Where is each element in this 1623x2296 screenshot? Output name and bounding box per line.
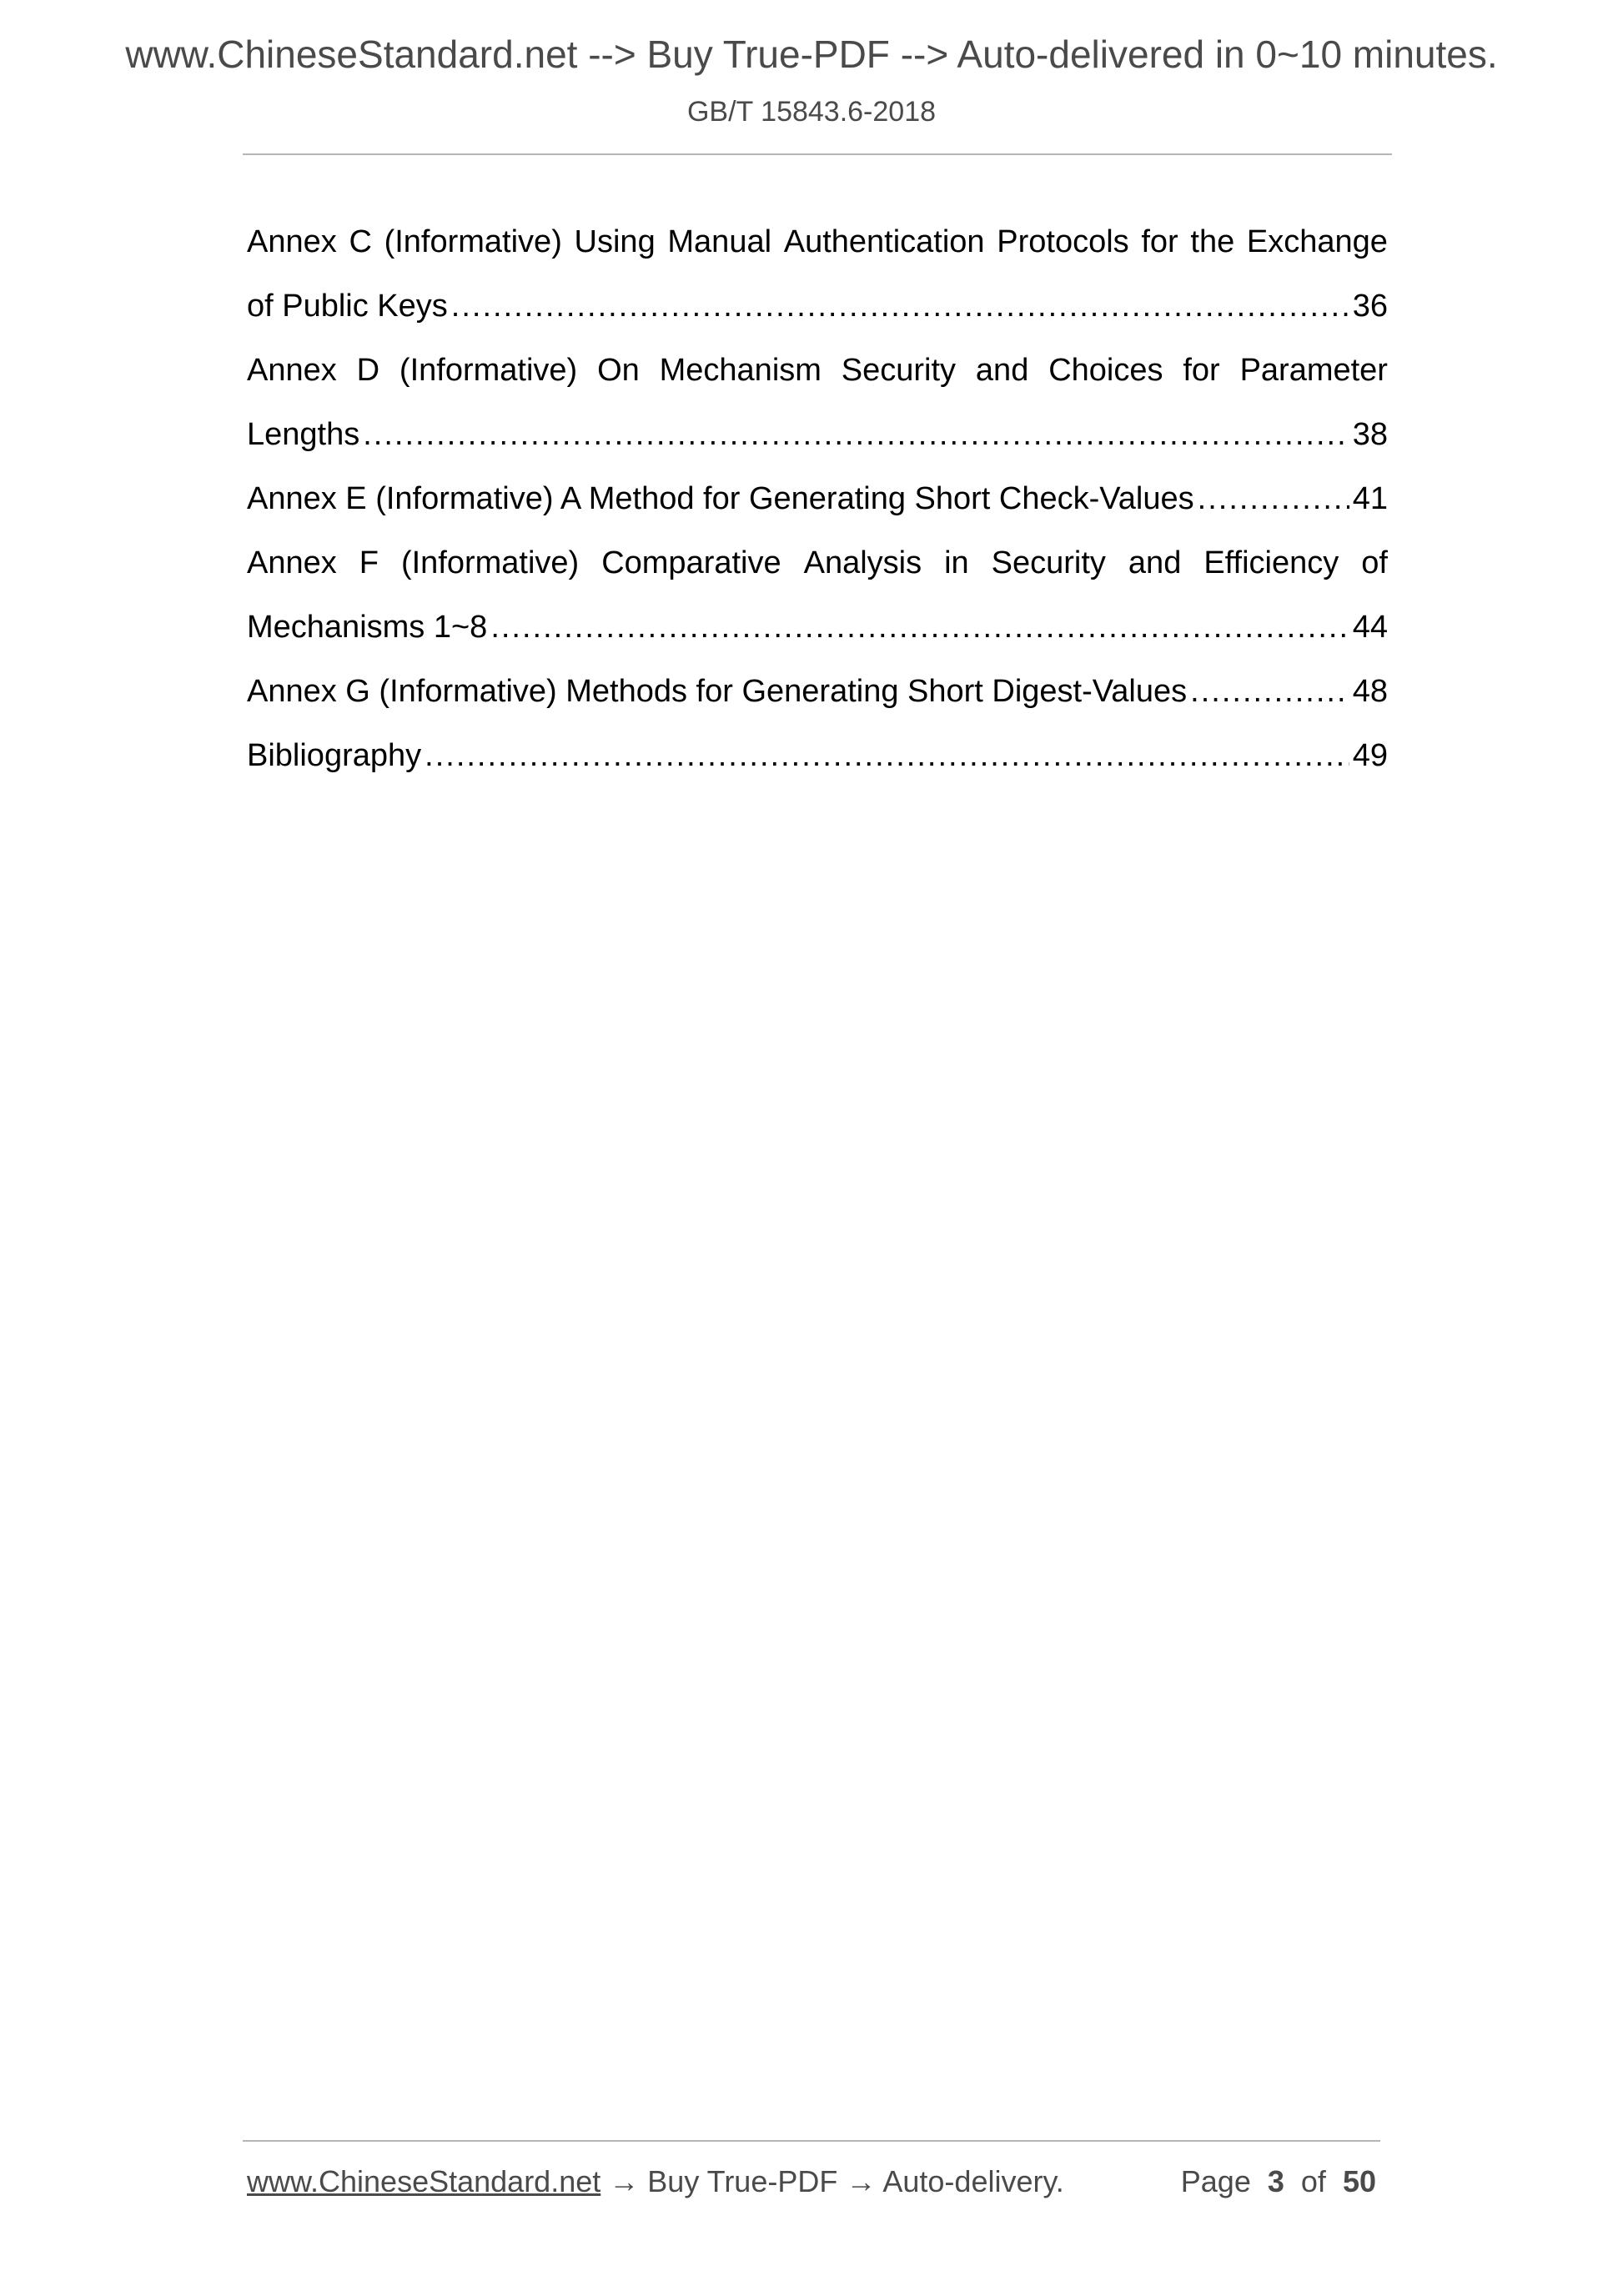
toc-entry-title-word: Comparative — [601, 545, 781, 580]
footer-promo — [247, 2157, 1064, 2207]
page-label: Page — [1180, 2164, 1251, 2198]
top-banner: www.ChineseStandard.net --> Buy True-PDF --> Auto-delivered in 0~10 minutes. — [125, 33, 1498, 76]
dot-leader — [451, 274, 1349, 339]
document-code: GB/T 15843.6-2018 — [686, 96, 937, 128]
toc-entry-leader-line — [247, 724, 1388, 788]
dot-leader — [1190, 660, 1349, 724]
toc-entry-title-word: Protocols — [997, 224, 1129, 259]
dot-leader — [425, 724, 1349, 788]
toc-entry-title-word: Parameter — [1239, 353, 1388, 388]
dot-leader — [363, 403, 1349, 467]
dot-leader — [1198, 467, 1349, 531]
footer-delivery-text: Auto-delivery. — [882, 2164, 1064, 2198]
footer-divider — [243, 2140, 1380, 2142]
toc-entry-annex-g[interactable] — [247, 660, 1388, 724]
toc-entry-page-number: 36 — [1352, 289, 1388, 324]
toc-entry-annex-d[interactable] — [247, 339, 1388, 467]
toc-entry-title-line — [247, 210, 1388, 274]
toc-entry-title-word: Annex — [247, 224, 337, 259]
toc-entry-leader-line — [247, 403, 1388, 467]
toc-entry-title-word: Analysis — [803, 545, 922, 580]
toc-entry-title: Bibliography — [247, 738, 422, 773]
header-divider — [243, 153, 1392, 155]
toc-entry-annex-f[interactable] — [247, 531, 1388, 660]
toc-entry-leader-line — [247, 660, 1388, 724]
dot-leader — [490, 595, 1349, 660]
toc-entry-leader-line — [247, 467, 1388, 531]
toc-entry-title-line — [247, 339, 1388, 403]
toc-entry-leader-line — [247, 595, 1388, 660]
toc-entry-title-word: and — [975, 353, 1029, 388]
toc-entry-title-word: (Informative) — [399, 353, 578, 388]
toc-entry-title: Annex G (Informative) Methods for Generating Short Digest-Values — [247, 674, 1188, 709]
toc-entry-annex-c[interactable] — [247, 210, 1388, 339]
toc-entry-title-word: the — [1190, 224, 1235, 259]
toc-entry-title-word: C — [349, 224, 372, 259]
toc-entry-title-word: Annex — [247, 545, 337, 580]
toc-entry-page-number: 48 — [1352, 674, 1388, 709]
toc-entry-title-word: Exchange — [1246, 224, 1388, 259]
table-of-contents — [247, 210, 1388, 788]
toc-entry-title: Annex E (Informative) A Method for Generating Short Check-Values — [247, 481, 1194, 516]
current-page-number: 3 — [1267, 2164, 1284, 2198]
toc-entry-title-word: in — [944, 545, 969, 580]
toc-entry-page-number: 44 — [1352, 610, 1388, 645]
toc-entry-title-word: Using — [574, 224, 656, 259]
toc-entry-page-number: 49 — [1352, 738, 1388, 773]
toc-entry-title-continued: of Public Keys — [247, 289, 448, 324]
toc-entry-title-word: of — [1361, 545, 1388, 580]
page-footer — [247, 2157, 1381, 2207]
toc-entry-page-number: 41 — [1352, 481, 1388, 516]
toc-entry-annex-e[interactable] — [247, 467, 1388, 531]
toc-entry-title-word: (Informative) — [384, 224, 562, 259]
toc-entry-title-word: and — [1128, 545, 1182, 580]
footer-buy-text: Buy True-PDF — [647, 2164, 838, 2198]
footer-site-link[interactable]: www.ChineseStandard.net — [247, 2164, 601, 2198]
toc-entry-bibliography[interactable] — [247, 724, 1388, 788]
total-pages-number: 50 — [1342, 2164, 1376, 2198]
toc-entry-title-word: for — [1183, 353, 1220, 388]
toc-entry-title-word: Choices — [1048, 353, 1163, 388]
page-indicator — [1181, 2157, 1376, 2207]
toc-entry-title-word: D — [356, 353, 380, 388]
toc-entry-title-word: On — [597, 353, 640, 388]
arrow-right-icon: → — [609, 2164, 640, 2198]
toc-entry-title-word: Efficiency — [1203, 545, 1339, 580]
toc-entry-page-number: 38 — [1352, 417, 1388, 452]
toc-entry-title-word: Security — [991, 545, 1106, 580]
toc-entry-title-line — [247, 531, 1388, 595]
toc-entry-title-word: for — [1141, 224, 1178, 259]
toc-entry-title-word: Authentication — [783, 224, 985, 259]
toc-entry-title-word: F — [359, 545, 379, 580]
toc-entry-title-continued: Mechanisms 1~8 — [247, 610, 488, 645]
arrow-right-icon: → — [846, 2164, 877, 2198]
toc-entry-leader-line — [247, 274, 1388, 339]
toc-entry-title-continued: Lengths — [247, 417, 360, 452]
toc-entry-title-word: Mechanism — [659, 353, 822, 388]
toc-entry-title-word: Annex — [247, 353, 337, 388]
toc-entry-title-word: Security — [841, 353, 957, 388]
of-label: of — [1300, 2164, 1326, 2198]
toc-entry-title-word: Manual — [667, 224, 772, 259]
toc-entry-title-word: (Informative) — [400, 545, 580, 580]
